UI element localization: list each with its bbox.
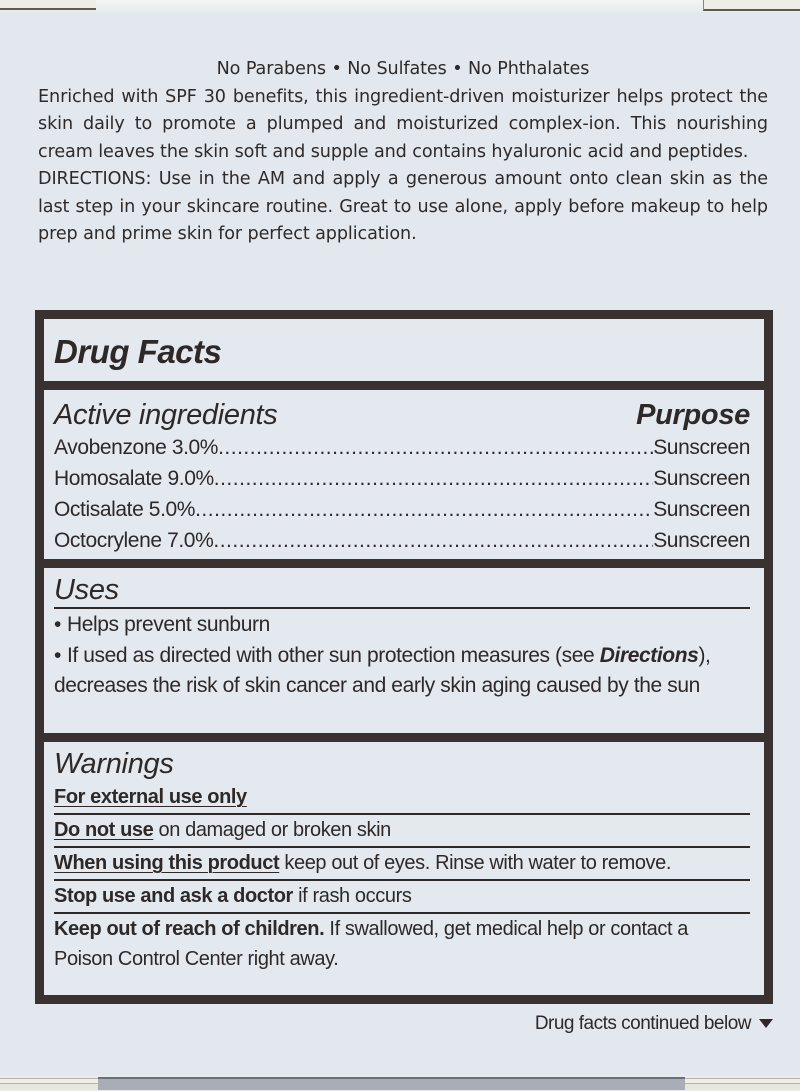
warning-label: Stop use and ask a doctor — [54, 885, 293, 907]
use-text: If used as directed with other sun protection measures (see — [66, 643, 595, 667]
warning-label: For external use only — [54, 786, 247, 808]
ingredient-list — [54, 432, 750, 556]
warning-label: Keep out of reach of children. — [54, 918, 325, 940]
directions-paragraph: DIRECTIONS: Use in the AM and apply a generous amount onto clean skin as the last step in your skincare routine. Great to use alone, apply before makeup to help prep and prime skin for perfect application. — [38, 169, 768, 244]
ingredient-name: Octisalate 5.0% — [54, 498, 196, 521]
ingredient-row — [54, 463, 750, 494]
uses-heading: Uses — [54, 574, 119, 606]
warnings-heading: Warnings — [54, 748, 174, 780]
drug-facts-title: Drug Facts — [54, 333, 222, 370]
ingredient-purpose: Sunscreen — [653, 436, 750, 459]
leader-dots — [195, 494, 653, 525]
section-divider — [44, 559, 764, 568]
warning-item — [54, 881, 750, 914]
active-ingredients-section — [44, 390, 764, 559]
ingredient-name: Avobenzone 3.0% — [54, 436, 219, 459]
ingredient-purpose: Sunscreen — [653, 529, 750, 552]
use-item — [54, 610, 750, 641]
carton-top-edge — [0, 0, 800, 12]
carton-bottom-edge — [0, 1075, 800, 1091]
warning-text: If swallowed, get medical help or contact a Poison Control Center right away. — [54, 918, 688, 970]
leader-dots — [213, 525, 653, 556]
section-divider — [44, 733, 764, 742]
use-text: ), decreases the risk of skin cancer and early skin aging caused by the sun — [54, 643, 711, 697]
active-ingredients-heading: Active ingredients — [54, 399, 278, 431]
bullet-icon: • — [54, 613, 61, 636]
warnings-list — [54, 782, 750, 974]
ingredient-row — [54, 432, 750, 463]
ingredient-purpose: Sunscreen — [653, 467, 750, 490]
continued-note — [535, 1013, 773, 1035]
leader-dots — [214, 463, 653, 494]
carton-flap-right — [703, 0, 800, 11]
description-paragraph: Enriched with SPF 30 benefits, this ingredient-driven moisturizer helps protect the skin daily to promote a plumped and moisturized complex-ion. This nourishing cream leaves the skin soft and supple and contains hyaluronic acid and peptides. — [38, 86, 768, 162]
warning-item — [54, 914, 750, 974]
ingredient-row — [54, 525, 750, 556]
ingredient-name: Homosalate 9.0% — [54, 467, 214, 490]
continued-text: Drug facts continued below — [534, 1013, 751, 1034]
carton-flap-left — [0, 0, 96, 10]
warning-text: on damaged or broken skin — [153, 819, 391, 841]
carton-edge-cap-left — [0, 1078, 98, 1089]
purpose-heading: Purpose — [636, 399, 750, 431]
carton-edge-bar — [98, 1077, 685, 1090]
warnings-section — [44, 742, 764, 995]
directions-reference: Directions — [599, 643, 699, 667]
free-from-claims: No Parabens • No Sulfates • No Phthalates — [216, 59, 590, 79]
use-text: Helps prevent sunburn — [66, 613, 270, 636]
warning-item — [54, 782, 750, 815]
section-divider — [44, 381, 764, 390]
triangle-down-icon — [759, 1019, 773, 1028]
uses-list — [54, 609, 750, 702]
leader-dots — [218, 432, 653, 463]
product-description — [38, 56, 768, 249]
drug-facts-panel — [35, 310, 773, 1004]
use-item — [54, 641, 750, 702]
warning-text: keep out of eyes. Rinse with water to remove. — [279, 852, 672, 874]
warning-label: Do not use — [54, 819, 154, 841]
warning-label: When using this product — [54, 852, 280, 874]
warning-item — [54, 815, 750, 848]
warning-item — [54, 848, 750, 881]
ingredient-row — [54, 494, 750, 525]
active-ingredients-header — [54, 394, 750, 432]
drug-facts-header — [44, 319, 764, 381]
ingredient-purpose: Sunscreen — [653, 498, 750, 521]
bullet-icon: • — [54, 643, 61, 667]
ingredient-name: Octocrylene 7.0% — [54, 529, 214, 552]
carton-edge-cap-right — [685, 1078, 800, 1089]
warning-text: if rash occurs — [292, 885, 412, 907]
uses-section — [44, 568, 764, 733]
